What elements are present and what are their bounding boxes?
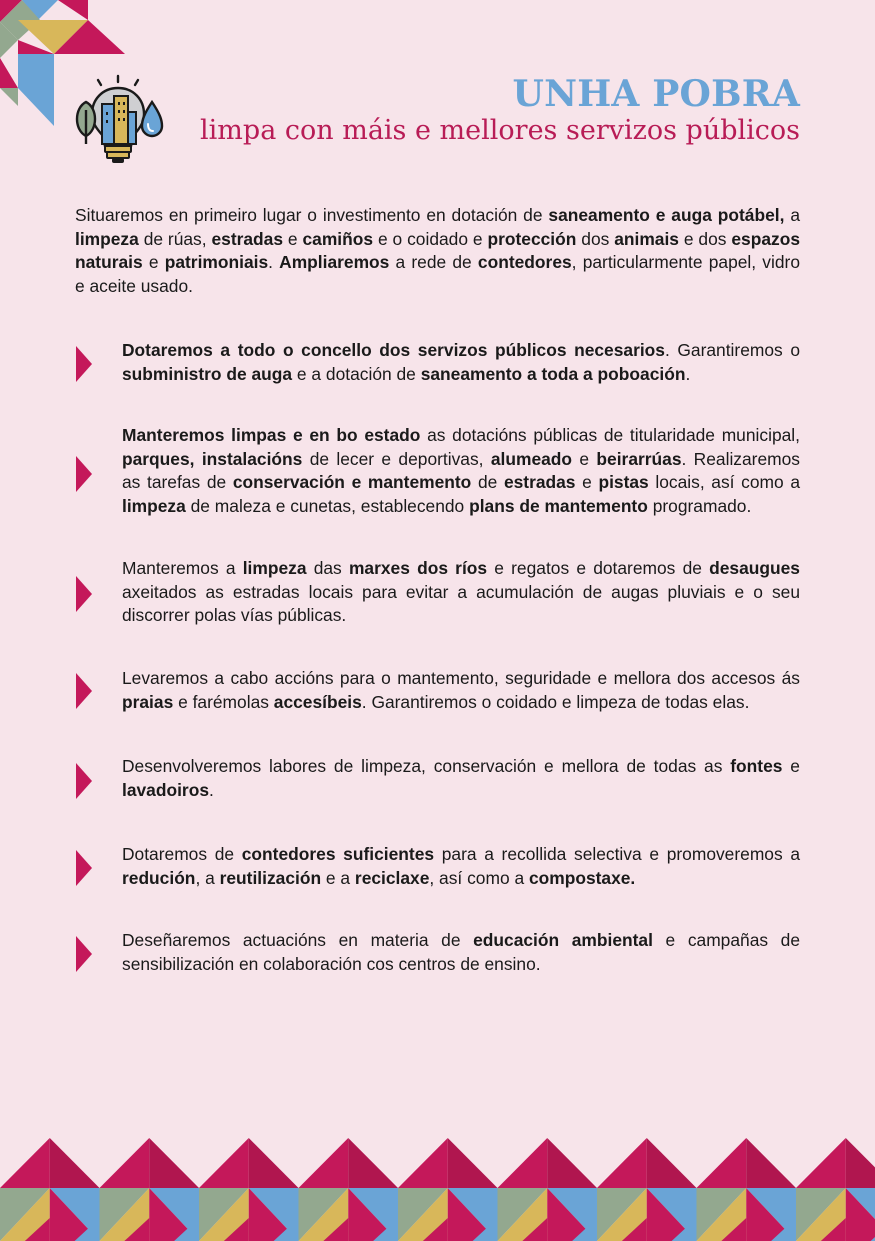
bold-text: camiños (302, 228, 374, 249)
text-run: e (572, 448, 597, 469)
text-run: e (142, 252, 165, 272)
text-run: locais, así como a (648, 472, 800, 492)
list-item (122, 929, 800, 976)
text-run: e dos (678, 228, 732, 249)
text-run: Desenvolveremos labores de limpeza, conservación e mellora de todas as (122, 756, 731, 776)
bullet-arrow-icon (76, 763, 92, 799)
bold-text: alumeado (490, 448, 573, 469)
text-run: Levaremos a cabo accións para o mantemento, seguridade e mellora dos accesos ás (122, 668, 800, 688)
bold-text: patrimoniais (164, 252, 269, 272)
text-run: e (575, 472, 599, 492)
text-run: Situaremos en primeiro lugar o investimento en dotación de (75, 205, 549, 225)
text-run: de lecer e deportivas, (302, 448, 491, 469)
bullet-arrow-icon (76, 850, 92, 886)
bottom-triangle-pattern (0, 1138, 875, 1241)
bold-text: fontes (730, 756, 783, 776)
bold-text: Dotaremos a todo o concello dos servizos públicos necesarios (122, 340, 665, 360)
text-run: e (782, 756, 800, 776)
bold-text: pistas (598, 472, 649, 492)
text-run: e campañas de sensibilización en colaboración cos centros de ensino. (122, 930, 801, 974)
text-run: a rede de (389, 252, 478, 272)
bold-text: limpeza (122, 495, 186, 516)
bold-text: reciclaxe (354, 867, 430, 888)
text-run: . (685, 363, 691, 384)
bold-text: saneamento e auga potábel, (548, 205, 785, 225)
bold-text: Ampliaremos (279, 252, 390, 272)
bold-text: desaugues (709, 558, 800, 578)
list-item (122, 667, 800, 714)
list-item (122, 424, 800, 518)
bold-text: limpeza (75, 228, 139, 249)
bold-text: contedores suficientes (241, 844, 435, 864)
text-run: e a (321, 867, 355, 888)
text-run: de maleza e cunetas, establecendo (185, 495, 470, 516)
bold-text: contedores (477, 252, 572, 272)
text-run: de (471, 472, 504, 492)
list-item (122, 843, 800, 890)
text-run: das (306, 558, 349, 578)
text-run: axeitados as estradas locais para evitar a acumulación de augas pluviais e o seu discorrer polas vías públicas. (122, 581, 800, 625)
bold-text: reutilización (219, 867, 322, 888)
text-run: e regatos e dotaremos de (487, 558, 710, 578)
bold-text: saneamento a toda a poboación (420, 363, 686, 384)
bold-text: limpeza (242, 558, 307, 578)
text-run: para a recollida selectiva e promoveremos a (434, 844, 801, 864)
bullet-arrow-icon (76, 673, 92, 709)
bold-text: praias (122, 691, 174, 712)
bold-text: compostaxe. (528, 867, 636, 888)
bold-text: parques, instalacións (122, 448, 303, 469)
text-run: , particularmente papel, vidro e aceite usado. (75, 252, 801, 296)
bold-text: estradas (503, 472, 576, 492)
bullet-arrow-icon (76, 346, 92, 382)
text-run: a (784, 205, 801, 225)
bold-text: espazos naturais (75, 228, 800, 272)
text-run: , así como a (429, 867, 529, 888)
text-run: programado. (647, 495, 752, 516)
text-run: e a dotación de (292, 363, 421, 384)
bold-text: conservación e mantemento (232, 472, 472, 492)
text-run: . Garantiremos o (664, 340, 800, 360)
list-item (122, 339, 800, 386)
bold-text: educación ambiental (473, 930, 653, 950)
bold-text: marxes dos ríos (348, 558, 488, 578)
lightbulb-city-nature-icon (72, 74, 166, 166)
text-run: . Realizaremos as tarefas de (122, 448, 800, 492)
text-run: . (268, 252, 280, 272)
text-run: e farémolas (173, 691, 274, 712)
list-item (122, 755, 800, 802)
header (200, 74, 800, 148)
text-run: e (283, 228, 303, 249)
bold-text: beirarrúas (596, 448, 682, 469)
list-item (122, 557, 800, 628)
text-run: Manteremos a (122, 558, 243, 578)
bold-text: plans de mantemento (469, 495, 648, 516)
text-run: dos (576, 228, 615, 249)
text-run: , a (195, 867, 220, 888)
text-run: . (209, 779, 214, 800)
text-run: e o coidado e (373, 228, 488, 249)
page-title: UNHA POBRA (512, 73, 800, 115)
page-subtitle: limpa con máis e mellores servizos públicos (200, 115, 800, 146)
bold-text: estradas (211, 228, 284, 249)
text-run: as dotacións públicas de titularidade municipal, (420, 425, 800, 445)
text-run: Deseñaremos actuacións en materia de (122, 930, 474, 950)
bullet-arrow-icon (76, 936, 92, 972)
text-run: de rúas, (138, 228, 212, 249)
intro-paragraph (75, 204, 800, 298)
bullet-arrow-icon (76, 576, 92, 612)
bold-text: redución (122, 867, 196, 888)
bold-text: protección (487, 228, 577, 249)
bold-text: animais (614, 228, 679, 249)
text-run: . Garantiremos o coidado e limpeza de todas elas. (361, 691, 750, 712)
bold-text: subministro de auga (122, 363, 293, 384)
text-run: Dotaremos de (122, 844, 242, 864)
bullet-arrow-icon (76, 456, 92, 492)
bold-text: accesíbeis (273, 691, 362, 712)
bold-text: Manteremos limpas e en bo estado (122, 425, 421, 445)
bold-text: lavadoiros (122, 779, 209, 800)
